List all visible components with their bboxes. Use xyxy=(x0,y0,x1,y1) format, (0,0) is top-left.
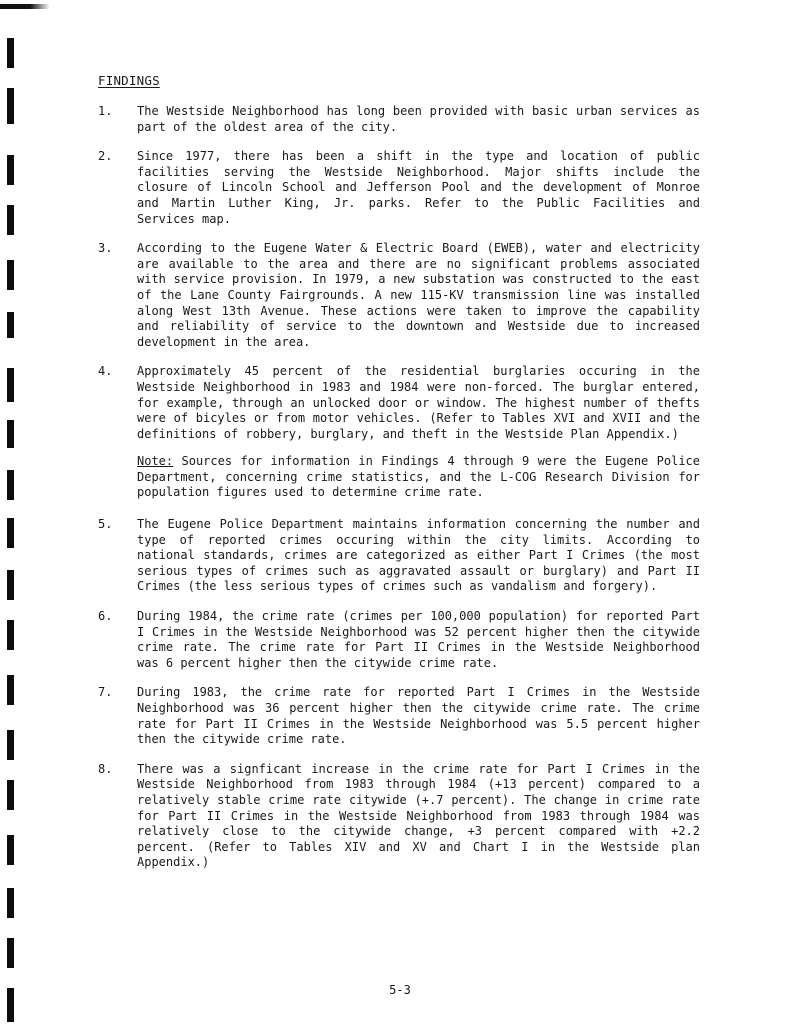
binding-mark xyxy=(7,368,14,402)
binding-mark xyxy=(7,938,14,968)
binding-mark xyxy=(7,780,14,810)
binding-mark xyxy=(7,260,14,290)
binding-mark xyxy=(7,620,14,650)
finding-text: During 1984, the crime rate (crimes per 100,000 population) for reported Part I Crimes in the Westside Neighborhood was 52 percent higher then the citywide crime rate. The crime rate for Part II Crimes in the Westside Neighborhood was 6 percent higher then the citywide crime rate. xyxy=(137,609,700,670)
page-number: 5-3 xyxy=(389,983,411,997)
finding-number: 5. xyxy=(98,517,113,532)
finding-number: 8. xyxy=(98,761,113,776)
finding-text: According to the Eugene Water & Electric Board (EWEB), water and electricity are available to the area and there are no significant problems associated with service provision. In 1979, a new substation was constructed to the east of the Lane County Fairgrounds. A new 115-KV transmission line was installed along West 13th Avenue. These actions were taken to improve the capability and reliability of service to the downtown and Westside due to increased development in the area. xyxy=(137,241,700,349)
scan-corner-mark xyxy=(0,4,50,9)
finding-number: 6. xyxy=(98,609,113,624)
binding-mark xyxy=(7,470,14,500)
finding-text: Approximately 45 percent of the residential burglaries occuring in the Westside Neighborhood in 1983 and 1984 were non-forced. The burglar entered, for example, through an unlocked door or window. The highest number of thefts were of bicyles or from motor vehicles. (Refer to Tables XVI and XVII and the definitions of robbery, burglary, and theft in the Westside Plan Appendix.) xyxy=(137,364,700,441)
binding-mark xyxy=(7,88,14,124)
finding-number: 4. xyxy=(98,364,113,379)
binding-mark xyxy=(7,675,14,705)
binding-mark xyxy=(7,155,14,185)
finding-item xyxy=(98,241,700,350)
finding-item xyxy=(98,364,700,442)
binding-mark xyxy=(7,312,14,338)
binding-mark xyxy=(7,518,14,548)
finding-item xyxy=(98,104,700,135)
finding-item xyxy=(98,762,700,871)
binding-mark xyxy=(7,888,14,918)
finding-item xyxy=(98,149,700,227)
finding-text: During 1983, the crime rate for reported Part I Crimes in the Westside Neighborhood was 36 percent higher then the citywide crime rate. The crime rate for Part II Crimes in the Westside Neighborhood was 5.5 percent higher then the citywide crime rate. xyxy=(137,685,700,747)
finding-text: Since 1977, there has been a shift in the type and location of public facilities serving the Westside Neighborhood. Major shifts include the closure of Lincoln School and Jefferson Pool and the development of Monroe and Martin Luther King, Jr. parks. Refer to the Public Facilities and Services map. xyxy=(137,149,700,226)
binding-mark xyxy=(7,420,14,448)
binding-mark xyxy=(7,835,14,865)
note-text: Sources for information in Findings 4 through 9 were the Eugene Police Department, concerning crime statistics, and the L-COG Research Division for population figures used to determine crime rate. xyxy=(137,454,700,500)
binding-mark xyxy=(7,205,14,235)
finding-text: There was a signficant increase in the crime rate for Part I Crimes in the Westside Neighborhood from 1983 through 1984 (+13 percent) compared to a relatively stable crime rate citywide (+.7 percent). The change in crime rate for Part II Crimes in the Westside Neighborhood from 1983 through 1984 was relatively close to the citywide change, +3 percent compared with +2.2 percent. (Refer to Tables XIV and XV and Chart I in the Westside plan Appendix.) xyxy=(137,761,700,870)
finding-text: The Eugene Police Department maintains information concerning the number and type of reported crimes occuring within the city limits. According to national standards, crimes are categorized as either Part I Crimes (the most serious types of crimes such as aggravated assault or burglary) and Part II Crimes (the less serious types of crimes such as vandalism and forgery). xyxy=(137,517,700,594)
sources-note xyxy=(137,454,700,501)
findings-list xyxy=(98,104,700,885)
finding-number: 2. xyxy=(98,149,113,164)
findings-heading: FINDINGS xyxy=(98,73,160,88)
finding-item xyxy=(98,685,700,747)
note-label: Note: xyxy=(137,454,174,469)
finding-number: 1. xyxy=(98,104,113,118)
binding-mark xyxy=(7,38,14,68)
finding-number: 7. xyxy=(98,685,113,700)
finding-item xyxy=(98,609,700,671)
finding-number: 3. xyxy=(98,241,113,256)
binding-mark xyxy=(7,570,14,600)
binding-marks xyxy=(3,20,17,1030)
binding-mark xyxy=(7,730,14,760)
finding-item xyxy=(98,517,700,595)
finding-text: The Westside Neighborhood has long been provided with basic urban services as part of the oldest area of the city. xyxy=(137,104,700,134)
